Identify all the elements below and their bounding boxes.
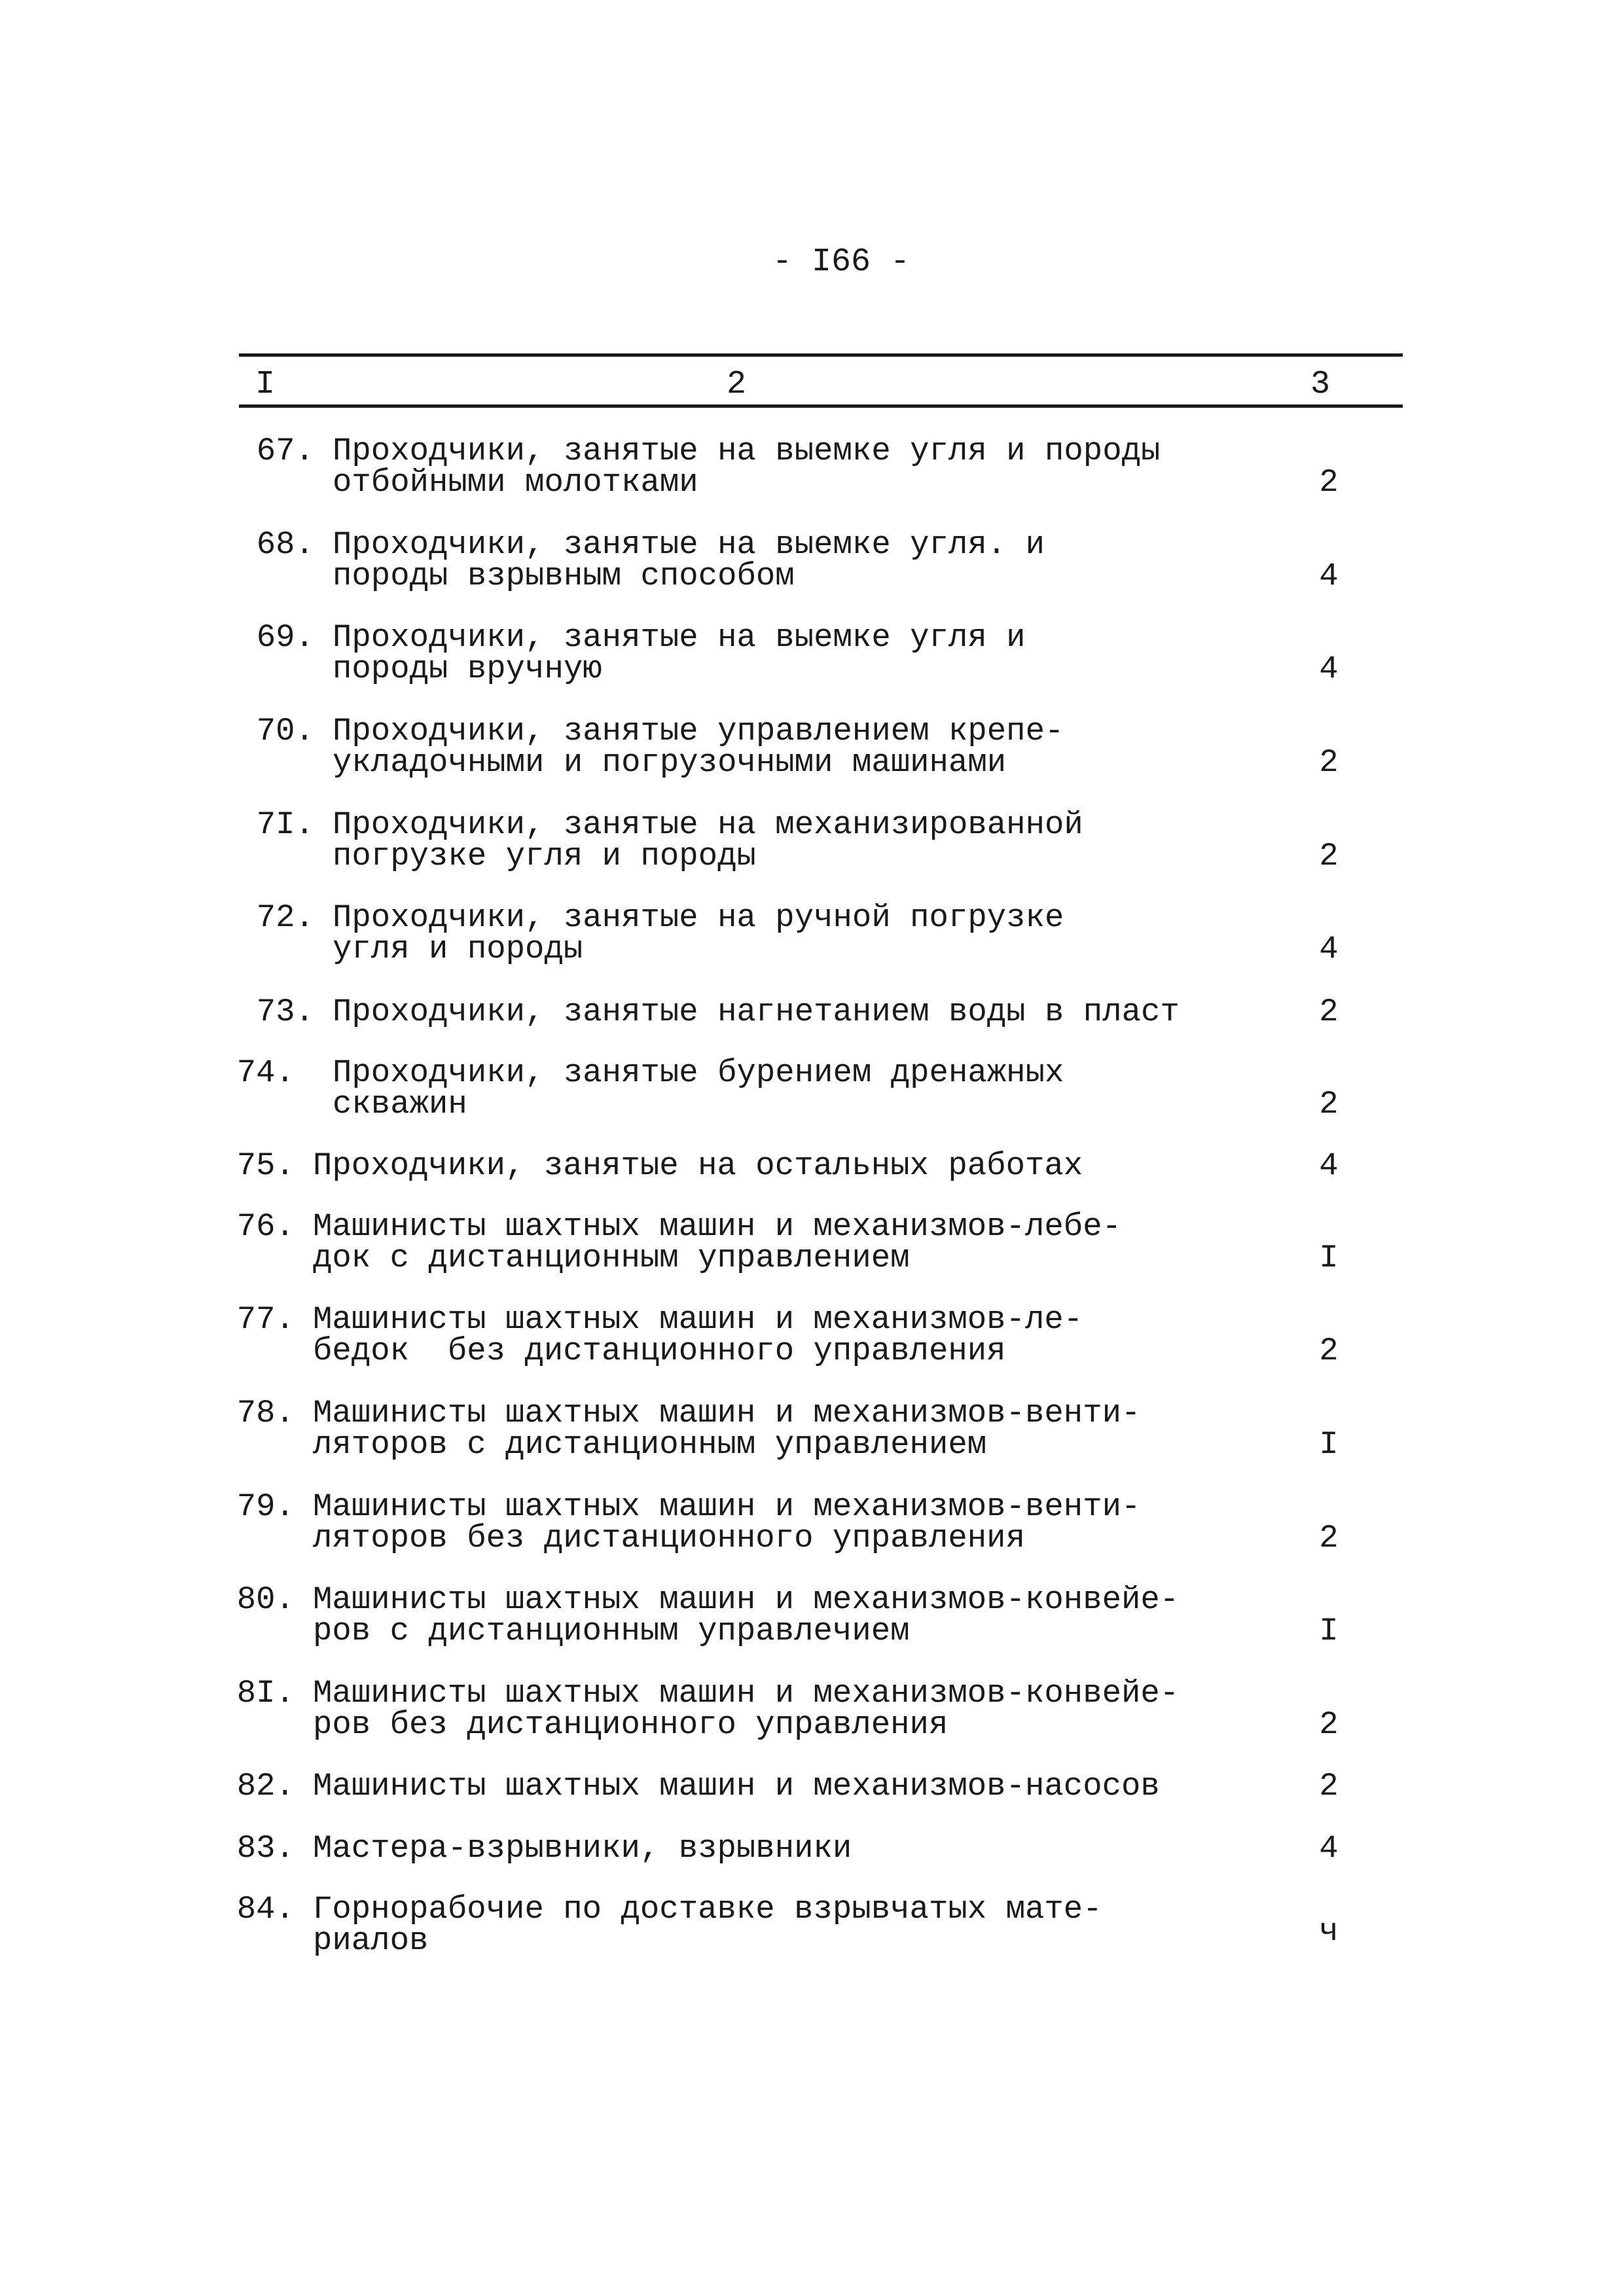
row-value: 2 — [1319, 1520, 1339, 1556]
row-value: 4 — [1319, 1147, 1339, 1184]
row-text-line: Машинисты шахтных машин и механизмов-лебе- — [313, 1208, 1122, 1245]
row-text-line: угля и породы — [333, 931, 583, 967]
row-text-line: Машинисты шахтных машин и механизмов-ле- — [313, 1301, 1083, 1338]
row-text-line: Проходчики, занятые управлением крепе- — [333, 713, 1064, 749]
row-number: 68. — [256, 526, 314, 563]
row-number: 84. — [236, 1891, 295, 1928]
row-text-line: бедок без дистанционного управления — [313, 1333, 1006, 1369]
row-number: 80. — [236, 1581, 295, 1618]
row-text-line: Проходчики, занятые нагнетанием воды в пласт — [333, 994, 1180, 1030]
table-header-rule — [239, 404, 1403, 408]
row-text-line: риалов — [313, 1922, 429, 1959]
row-text-line: Мастера-взрывники, взрывники — [313, 1830, 852, 1867]
row-text-line: Машинисты шахтных машин и механизмов-конвейе- — [313, 1675, 1180, 1712]
row-text-line: отбойными молотками — [333, 464, 698, 501]
row-text-line: Машинисты шахтных машин и механизмов-конвейе- — [313, 1581, 1180, 1618]
row-number: 83. — [236, 1830, 295, 1867]
row-number: 67. — [256, 433, 314, 469]
row-value: I — [1319, 1613, 1339, 1649]
column-header-3: 3 — [1310, 366, 1331, 403]
row-value: 2 — [1319, 994, 1339, 1030]
row-text-line: ляторов без дистанционного управления — [313, 1520, 1025, 1556]
row-number: 79. — [236, 1488, 295, 1525]
row-number: 78. — [236, 1395, 295, 1431]
column-header-1: I — [255, 366, 276, 403]
row-value: 4 — [1319, 651, 1339, 687]
row-number: 74. — [236, 1054, 295, 1091]
row-text-line: Проходчики, занятые на выемке угля и породы — [333, 433, 1161, 469]
row-value: I — [1319, 1426, 1339, 1463]
row-value: 2 — [1319, 838, 1339, 874]
row-value: ч — [1319, 1913, 1339, 1950]
row-text-line: ров без дистанционного управления — [313, 1706, 948, 1743]
row-text-line: породы взрывным способом — [333, 558, 795, 594]
row-text-line: укладочными и погрузочными машинами — [333, 744, 1007, 781]
row-text-line: Машинисты шахтных машин и механизмов-венти- — [313, 1488, 1141, 1525]
row-number: 70. — [256, 713, 314, 749]
row-number: 72. — [256, 899, 314, 936]
row-value: 2 — [1319, 744, 1339, 781]
row-text-line: Проходчики, занятые на выемке угля. и — [333, 526, 1045, 563]
row-number: 77. — [236, 1301, 295, 1338]
page-number: - I66 - — [772, 243, 911, 281]
row-value: 2 — [1319, 464, 1339, 501]
row-number: 69. — [256, 619, 314, 656]
row-text-line: Проходчики, занятые на ручной погрузке — [333, 899, 1064, 936]
row-value: 2 — [1319, 1706, 1339, 1743]
row-text-line: погрузке угля и породы — [333, 838, 756, 874]
row-text-line: Проходчики, занятые на механизированной — [333, 806, 1083, 843]
table-top-rule — [239, 353, 1403, 357]
row-value: 2 — [1319, 1768, 1339, 1804]
row-value: 4 — [1319, 931, 1339, 967]
row-number: 75. — [236, 1147, 295, 1184]
row-number: 8I. — [236, 1675, 295, 1712]
row-text-line: ров с дистанционным управлечием — [313, 1613, 910, 1649]
row-text-line: док с дистанционным управлением — [313, 1240, 910, 1276]
row-text-line: Проходчики, занятые на выемке угля и — [333, 619, 1026, 656]
row-text-line: породы вручную — [333, 651, 602, 687]
row-number: 76. — [236, 1208, 295, 1245]
row-value: 4 — [1319, 558, 1339, 594]
row-value: 2 — [1319, 1086, 1339, 1122]
row-text-line: Машинисты шахтных машин и механизмов-венти- — [313, 1395, 1141, 1431]
row-text-line: Машинисты шахтных машин и механизмов-насосов — [313, 1768, 1160, 1804]
row-text-line: скважин — [333, 1086, 467, 1122]
row-text-line: Горнорабочие по доставке взрывчатых мате- — [313, 1891, 1102, 1928]
row-value: 4 — [1319, 1830, 1339, 1867]
row-number: 7I. — [256, 806, 314, 843]
row-text-line: Проходчики, занятые бурением дренажных — [333, 1054, 1064, 1091]
row-value: I — [1319, 1240, 1339, 1276]
row-number: 73. — [256, 994, 314, 1030]
row-text-line: Проходчики, занятые на остальных работах — [313, 1147, 1083, 1184]
row-text-line: ляторов с дистанционным управлением — [313, 1426, 987, 1463]
row-number: 82. — [236, 1768, 295, 1804]
row-value: 2 — [1319, 1333, 1339, 1369]
column-header-2: 2 — [727, 366, 747, 403]
